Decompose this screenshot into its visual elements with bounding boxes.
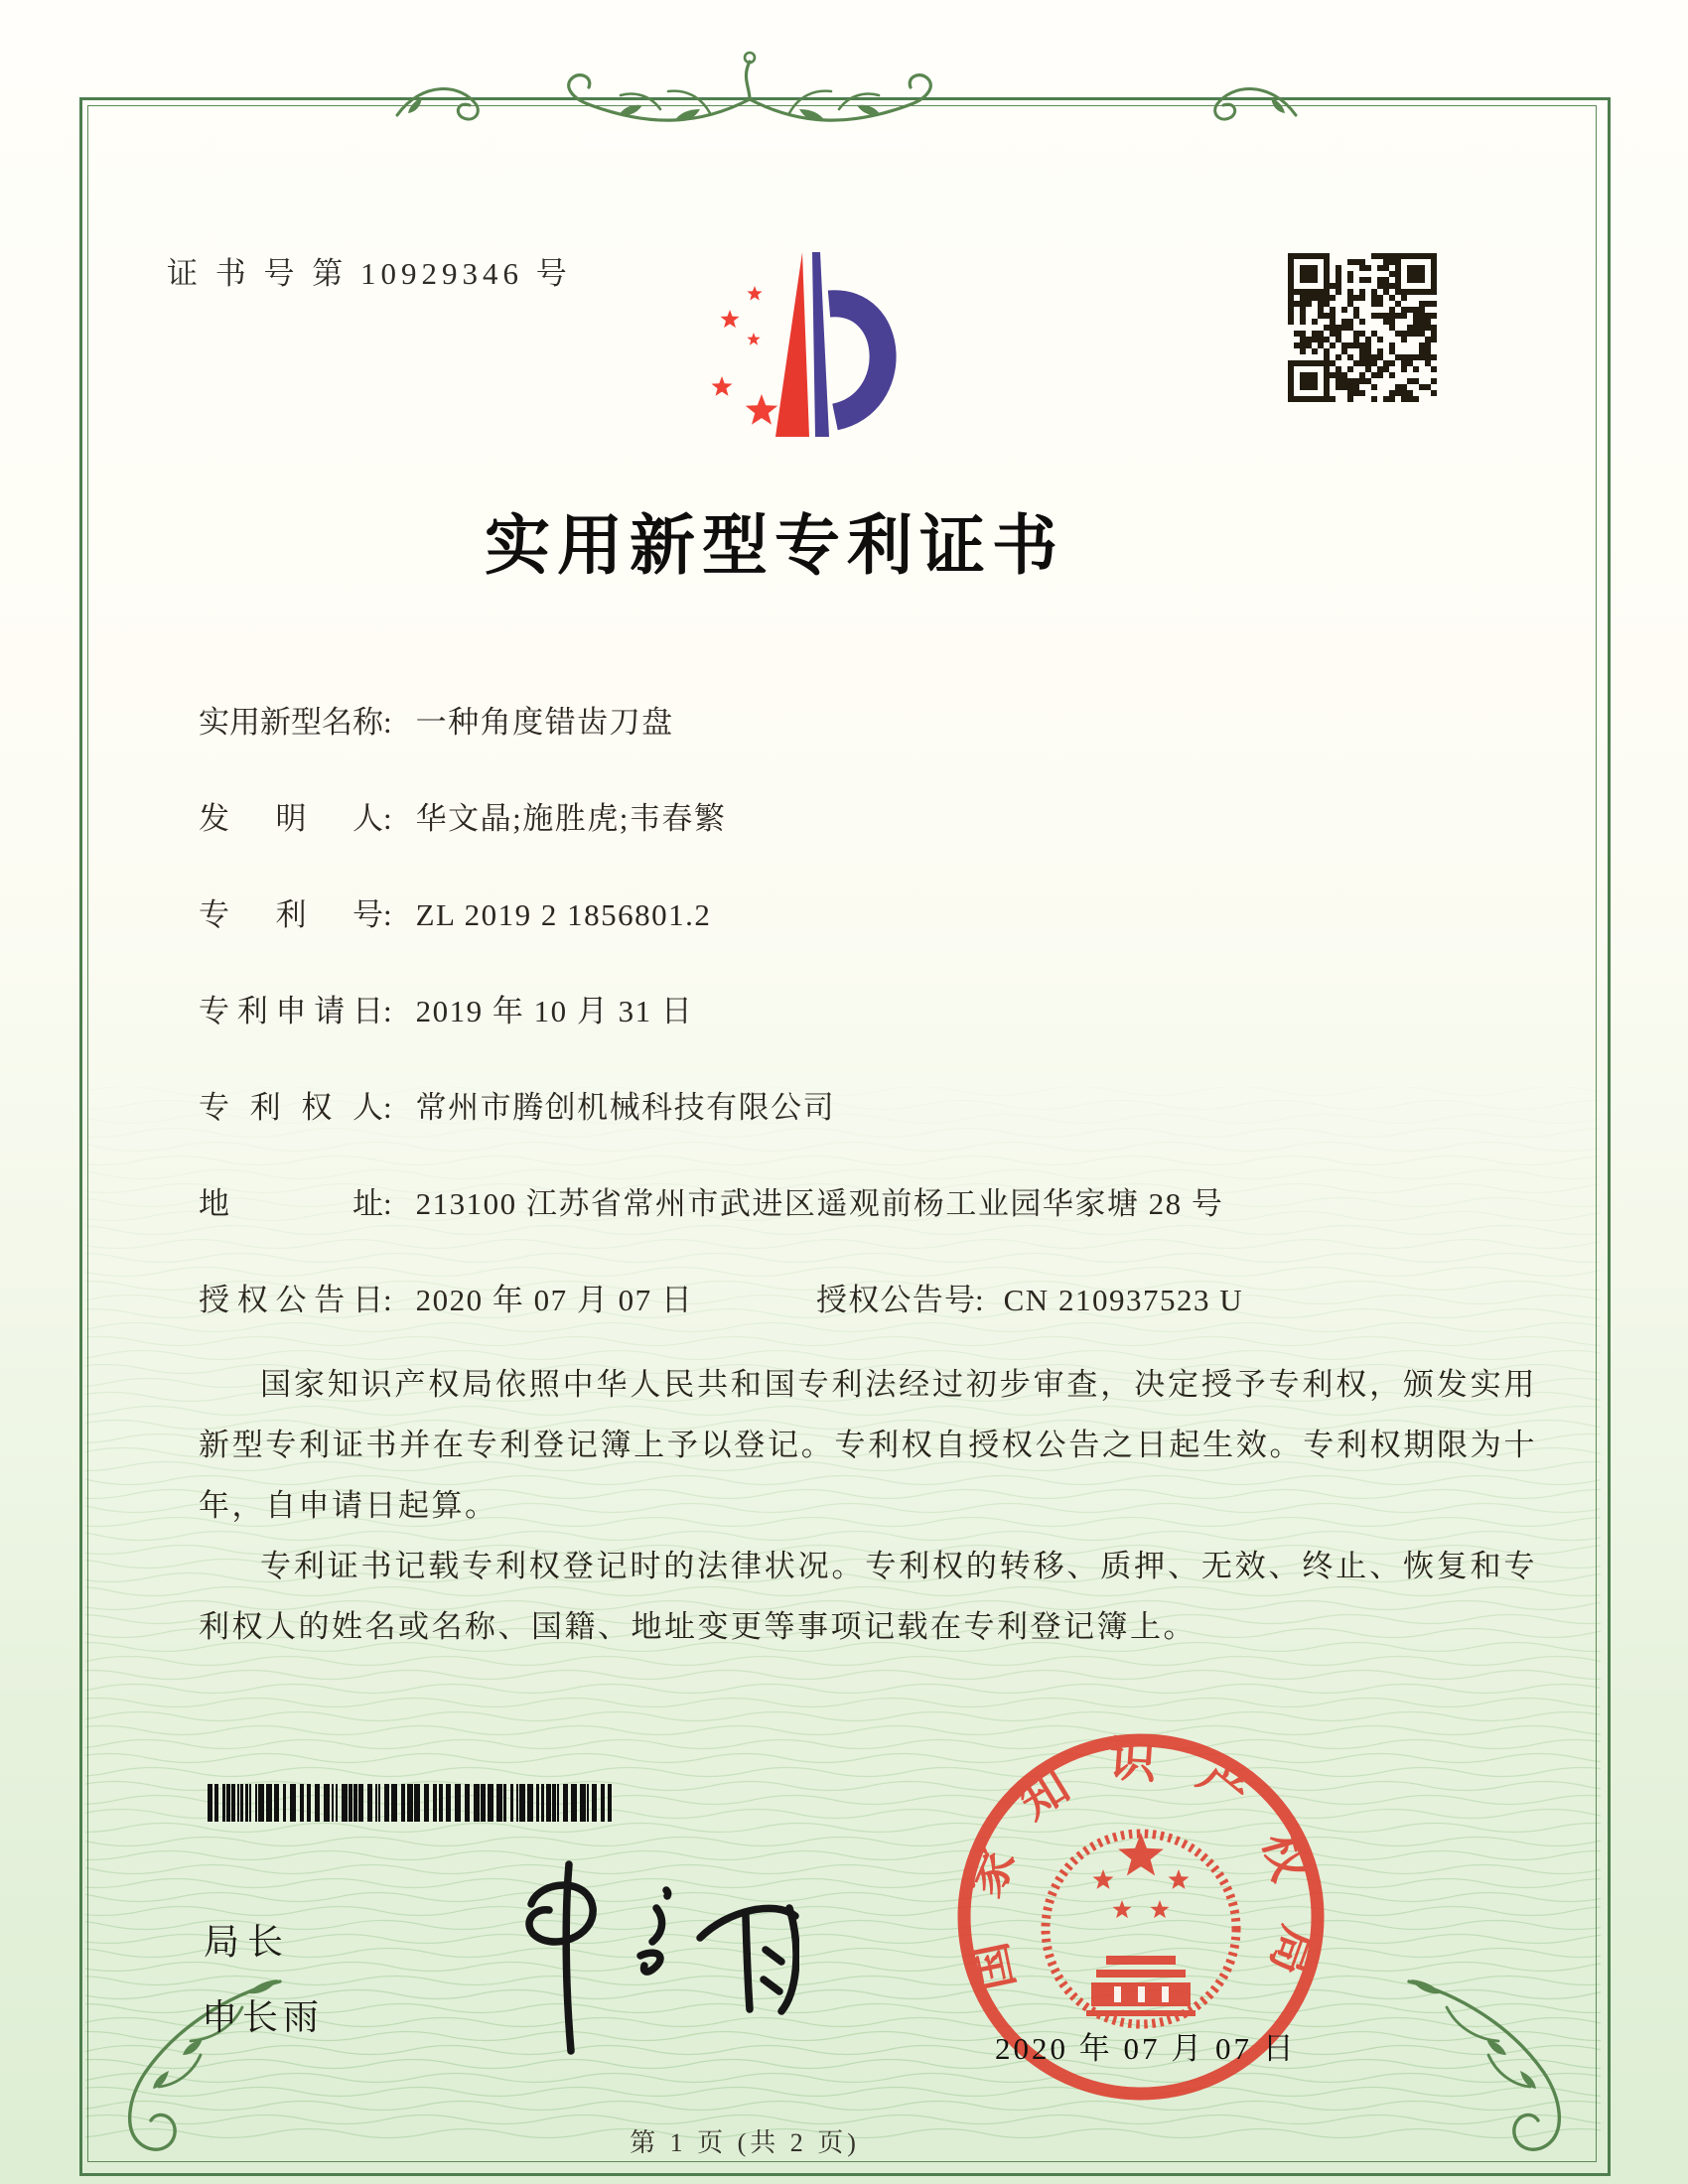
certificate-number: 证 书 号 第 10929346 号 [167,256,572,291]
page-footer: 第 1 页 (共 2 页) [630,2128,860,2157]
field-row-grant [199,1275,1244,1319]
field-value: 213100 江苏省常州市武进区遥观前杨工业园华家塘 28 号 [415,1186,1224,1221]
field-label: 授权公告号 [816,1283,975,1317]
border-ornament-top-left [392,75,487,125]
qr-code [1288,253,1437,402]
cnipa-patent-logo-icon [650,246,928,445]
field-colon: : [383,1090,392,1125]
field-value: CN 210937523 U [1003,1283,1244,1317]
director-name-label: 申长雨 [202,1997,325,2037]
field-label: 专利号 [199,897,383,932]
field-row-filing-date [199,986,693,1030]
field-row-inventor [199,793,726,838]
field-row-utility-model-name [199,697,674,742]
field-colon: : [383,1186,392,1221]
field-label: 授权公告日 [199,1283,383,1317]
field-pair-grant-number [816,1275,1243,1319]
legal-paragraph-1: 国家知识产权局依照中华人民共和国专利法经过初步审查，决定授予专利权，颁发实用新型专利证书并在专利登记簿上予以登记。专利权自授权公告之日起生效。专利权期限为十年，自申请日起算。 [199,1367,1537,1523]
national-emblem-icon [1046,1833,1236,2024]
field-value: 常州市腾创机械科技有限公司 [415,1090,836,1125]
field-value: 华文晶;施胜虎;韦春繁 [415,801,727,836]
field-row-patent-number [199,889,711,934]
field-value: 一种角度错齿刀盘 [415,705,674,740]
field-row-patentee [199,1082,835,1127]
field-label: 发明人 [199,801,383,836]
field-colon: : [383,801,392,836]
border-ornament-bottom-right [1402,1964,1606,2167]
field-colon: : [975,1283,984,1317]
field-row-address [199,1178,1223,1223]
legal-paragraph-2: 专利证书记载专利权登记时的法律状况。专利权的转移、质押、无效、终止、恢复和专利权人的姓名或名称、国籍、地址变更等事项记载在专利登记簿上。 [199,1549,1537,1644]
field-label: 专利申请日 [199,994,383,1028]
director-position-label: 局长 [204,1922,292,1962]
field-value: 2019 年 10 月 31 日 [415,994,694,1028]
border-ornament-top-center [551,44,948,153]
field-colon: : [383,994,392,1028]
barcode [206,1784,617,1822]
seal-org-text: 国家知识产权局 [955,1733,1327,2018]
field-label: 专利权人 [199,1090,383,1125]
certificate-title: 实用新型专利证书 [485,510,1064,583]
border-ornament-top-right [1206,75,1301,125]
director-signature-handwriting [462,1852,799,2071]
field-value: ZL 2019 2 1856801.2 [415,897,712,932]
legal-body-text [199,1354,1537,1657]
field-label: 地址 [199,1186,383,1221]
seal-date: 2020 年 07 月 07 日 [995,2031,1297,2066]
field-label: 实用新型名称 [199,705,383,740]
field-colon: : [383,705,392,740]
field-colon: : [383,897,392,932]
field-value: 2020 年 07 月 07 日 [415,1283,694,1317]
field-colon: : [383,1283,392,1317]
